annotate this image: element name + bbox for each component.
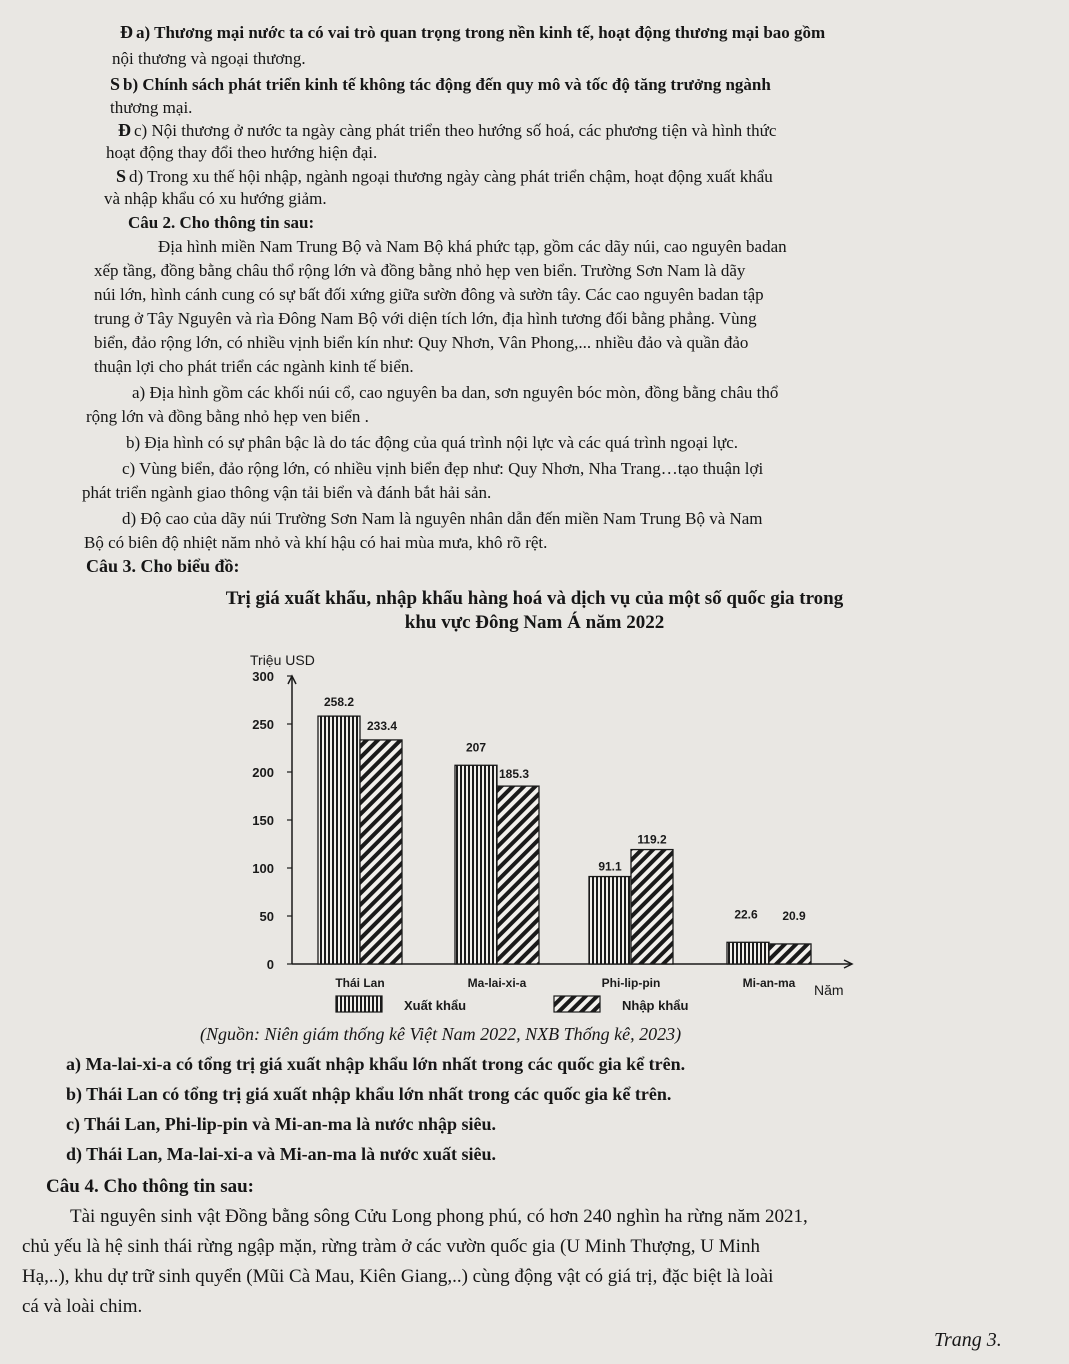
answer-mark: S — [116, 166, 127, 186]
q4-para-line: Hạ,..), khu dự trữ sinh quyển (Mũi Cà Mau, Kiên Giang,..) cùng động vật có giá trị, đặc biệt là loài — [22, 1266, 774, 1287]
q2-option-d: d) Độ cao của dãy núi Trường Sơn Nam là nguyên nhân dẫn đến miền Nam Trung Bộ và Nam — [122, 509, 763, 528]
category-label: Mi-an-ma — [742, 976, 796, 990]
data-label: 22.6 — [734, 907, 758, 922]
y-tick-label: 300 — [252, 669, 274, 684]
legend-swatch-export — [336, 996, 382, 1012]
answer-mark: S — [110, 74, 121, 94]
chart-source: (Nguồn: Niên giám thống kê Việt Nam 2022, NXB Thống kê, 2023) — [200, 1024, 682, 1044]
bar-export — [318, 716, 360, 964]
data-label: 233.4 — [366, 718, 398, 733]
q2-para-line: xếp tầng, đồng bằng châu thổ rộng lớn và đồng bằng nhỏ hẹp ven biển. Trường Sơn Nam là dãy — [94, 261, 746, 280]
bar-export — [727, 942, 769, 964]
answer-mark: Đ — [118, 120, 131, 140]
q1-c-line1: Đ c) Nội thương ở nước ta ngày càng phát triển theo hướng số hoá, các phương tiện và hình thức — [118, 120, 777, 140]
data-label: 20.9 — [782, 908, 806, 923]
q3-option-a: a) Ma-lai-xi-a có tổng trị giá xuất nhập khẩu lớn nhất trong các quốc gia kể trên. — [66, 1054, 686, 1074]
bar-import — [360, 740, 402, 964]
category-label: Phi-lip-pin — [601, 976, 661, 990]
q4-para-line: Tài nguyên sinh vật Đồng bằng sông Cửu Long phong phú, có hơn 240 nghìn ha rừng năm 2021, — [70, 1206, 808, 1227]
q2-heading: Câu 2. Cho thông tin sau: — [128, 213, 315, 232]
y-tick-label: 0 — [266, 957, 274, 972]
data-label: 207 — [465, 740, 487, 755]
q2-para-line: biển, đảo rộng lớn, có nhiều vịnh biển kín như: Quy Nhơn, Vân Phong,... nhiều đảo và quần đảo — [94, 333, 749, 352]
bar-import — [769, 944, 811, 964]
q2-option-a-cont: rộng lớn và đồng bằng nhỏ hẹp ven biển . — [86, 407, 369, 426]
y-tick-label: 100 — [252, 861, 274, 876]
y-axis-label: Triệu USD — [250, 652, 315, 668]
q1-d-line1: S d) Trong xu thế hội nhập, ngành ngoại thương ngày càng phát triển chậm, hoạt động xuất khẩu — [116, 166, 773, 186]
bar-export — [455, 765, 497, 964]
answer-mark: Ð — [120, 22, 133, 42]
q3-option-c: c) Thái Lan, Phi-lip-pin và Mi-an-ma là nước nhập siêu. — [66, 1114, 497, 1134]
q3-option-b: b) Thái Lan có tổng trị giá xuất nhập khẩu lớn nhất trong các quốc gia kể trên. — [66, 1084, 672, 1104]
data-label: 258.2 — [323, 695, 355, 710]
q1-a-line2: nội thương và ngoại thương. — [112, 49, 306, 68]
category-label: Ma-lai-xi-a — [467, 976, 527, 990]
q4-para-line: chủ yếu là hệ sinh thái rừng ngập mặn, rừng tràm ở các vườn quốc gia (U Minh Thượng, U Minh — [22, 1236, 760, 1257]
data-label: 91.1 — [598, 859, 622, 874]
q2-option-c: c) Vùng biển, đảo rộng lớn, có nhiều vịnh biển đẹp như: Quy Nhơn, Nha Trang…tạo thuận lợi — [122, 459, 764, 478]
q4-para-line: cá và loài chim. — [22, 1296, 143, 1317]
q2-para-line: Địa hình miền Nam Trung Bộ và Nam Bộ khá phức tạp, gồm các dãy núi, cao nguyên badan — [158, 237, 787, 256]
q1-b-line1: S b) Chính sách phát triển kinh tế không tác động đến quy mô và tốc độ tăng trưởng ngành — [110, 74, 771, 94]
q1-c-line2: hoạt động thay đổi theo hướng hiện đại. — [106, 143, 378, 162]
page-number: Trang 3. — [934, 1329, 1002, 1351]
y-tick-label: 200 — [252, 765, 274, 780]
category-label: Thái Lan — [335, 976, 385, 990]
chart-title-line1: Trị giá xuất khẩu, nhập khẩu hàng hoá và dịch vụ của một số quốc gia trong — [225, 588, 844, 609]
q2-para-line: thuận lợi cho phát triển các ngành kinh tế biển. — [94, 357, 414, 376]
q1-d-line2: và nhập khẩu có xu hướng giảm. — [104, 189, 327, 208]
q2-para-line: núi lớn, hình cánh cung có sự bất đối xứng giữa sườn đông và sườn tây. Các cao nguyên badan tập — [94, 285, 764, 304]
bar-import — [497, 786, 539, 964]
legend-label-export: Xuất khẩu — [404, 998, 467, 1013]
y-tick-label: 150 — [252, 813, 274, 828]
data-label: 119.2 — [637, 832, 667, 847]
y-tick-label: 250 — [252, 717, 274, 732]
q2-para-line: trung ở Tây Nguyên và rìa Đông Nam Bộ với diện tích lớn, địa hình tương đối bằng phẳng. Vùng — [94, 309, 757, 328]
data-label: 185.3 — [498, 767, 530, 782]
q3-option-d: d) Thái Lan, Ma-lai-xi-a và Mi-an-ma là nước xuất siêu. — [66, 1144, 496, 1164]
q2-option-d-cont: Bộ có biên độ nhiệt năm nhỏ và khí hậu có hai mùa mưa, khô rõ rệt. — [84, 533, 548, 552]
bar-import — [631, 850, 673, 964]
q1-a-line1: Ð a) Thương mại nước ta có vai trò quan trọng trong nền kinh tế, hoạt động thương mại bao gồm — [120, 22, 826, 42]
q4-heading: Câu 4. Cho thông tin sau: — [46, 1176, 254, 1197]
q2-option-b: b) Địa hình có sự phân bậc là do tác động của quá trình nội lực và các quá trình ngoại lực. — [126, 433, 739, 452]
q1-b-line2: thương mại. — [110, 98, 193, 117]
bar-export — [589, 877, 631, 964]
chart-title-line2: khu vực Đông Nam Á năm 2022 — [404, 612, 665, 633]
q2-option-c-cont: phát triển ngành giao thông vận tải biển và đánh bắt hải sản. — [82, 483, 492, 502]
bar-chart — [0, 640, 1069, 1020]
legend-swatch-import — [554, 996, 600, 1012]
q3-heading: Câu 3. Cho biểu đồ: — [86, 556, 240, 576]
x-axis-label: Năm — [814, 982, 844, 998]
legend-label-import: Nhập khẩu — [622, 998, 689, 1013]
q2-option-a: a) Địa hình gồm các khối núi cổ, cao nguyên ba dan, sơn nguyên bóc mòn, đồng bằng châu thổ — [132, 383, 779, 402]
y-tick-label: 50 — [259, 909, 274, 924]
